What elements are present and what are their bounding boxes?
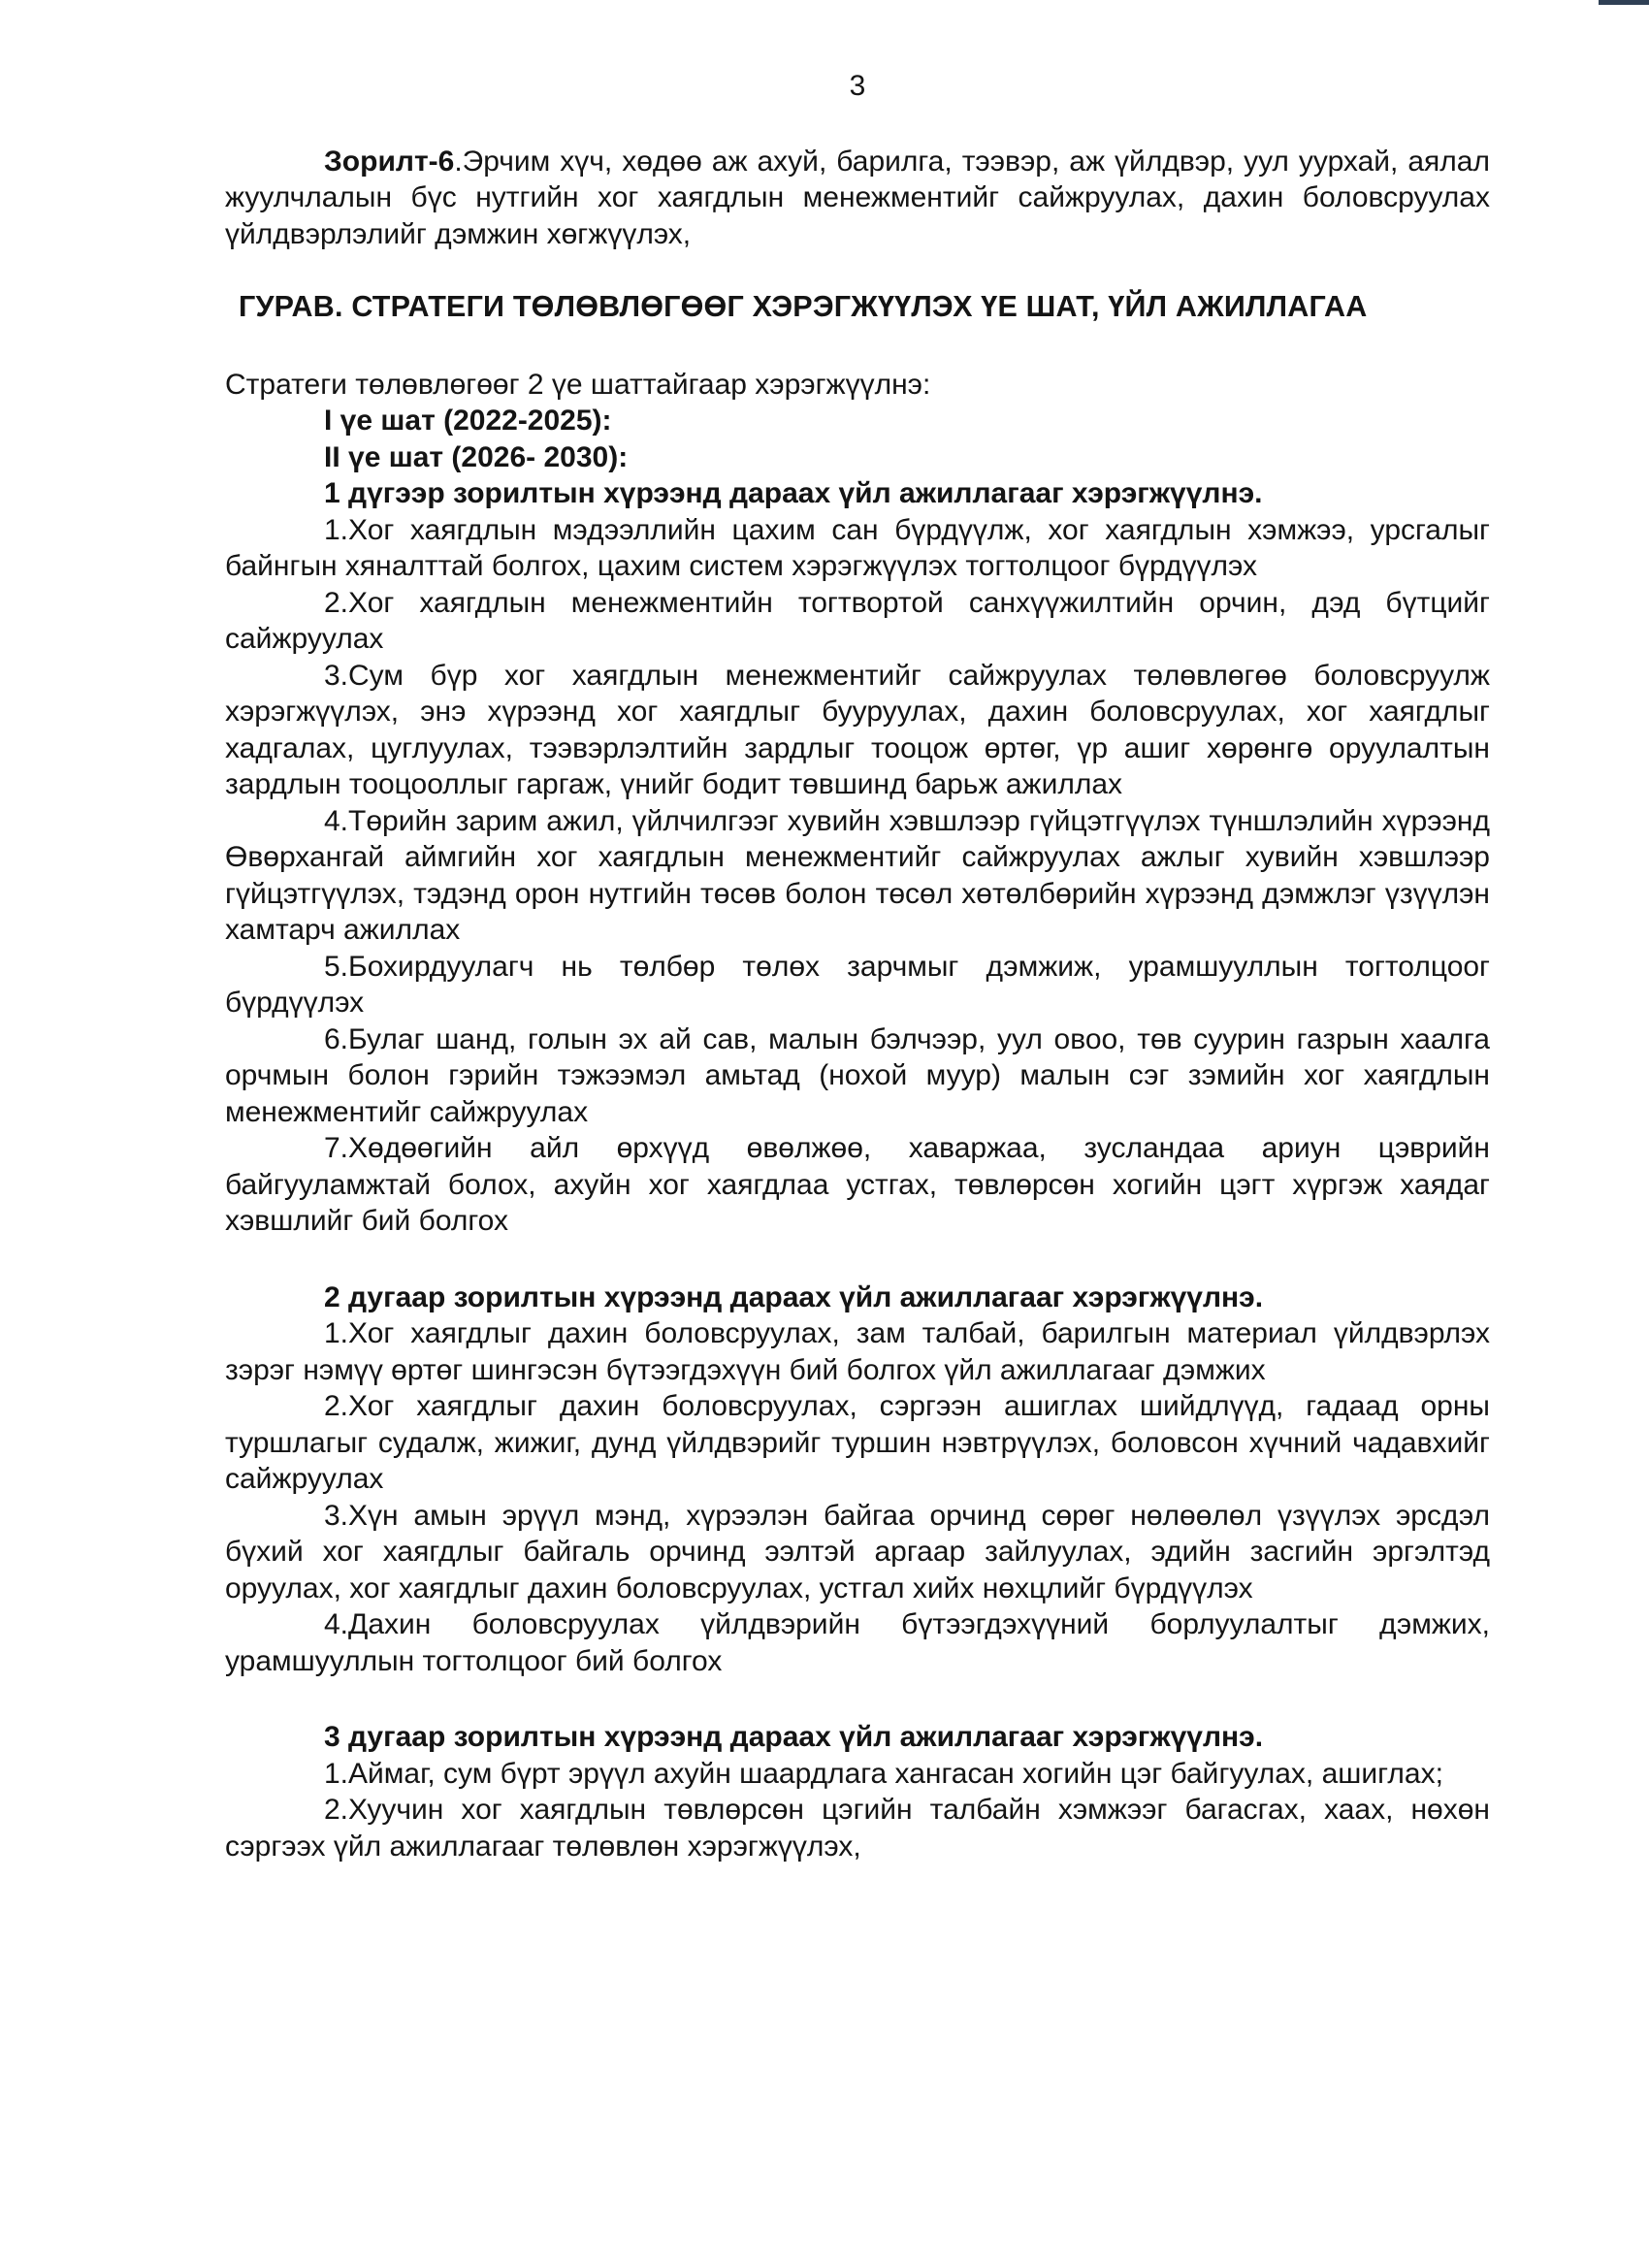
- spacer: [225, 1679, 1490, 1719]
- goal2-item: 3.Хүн амын эрүүл мэнд, хүрээлэн байгаа орчинд сөрөг нөлөөлөл үзүүлэх эрсдэл бүхий хог хаягдлыг байгаль орчинд ээлтэй аргаар зайлуулах, эдийн засгийн эргэлтэд оруулах, хог хаягдлыг дахин боловсруулах, устгал хийх нөхцлийг бүрдүүлэх: [225, 1499, 1490, 1604]
- goal2-item: 4.Дахин боловсруулах үйлдвэрийн бүтээгдэхүүний борлуулалтыг дэмжих, урамшууллын тогтолцоог бий болгох: [225, 1608, 1490, 1677]
- goal3-title: 3 дугаар зорилтын хүрээнд дараах үйл ажиллагааг хэрэгжүүлнэ.: [324, 1721, 1264, 1753]
- goal6-paragraph: [225, 144, 1490, 253]
- scan-edge-mark: [1599, 0, 1649, 5]
- goal1-item: 5.Бохирдуулагч нь төлбөр төлөх зарчмыг дэмжиж, урамшууллын тогтолцоог бүрдүүлэх: [225, 950, 1490, 1019]
- goal1-item: 1.Хог хаягдлын мэдээллийн цахим сан бүрдүүлж, хог хаягдлын хэмжээ, урсгалыг байнгын хяналттай болгох, цахим систем хэрэгжүүлэх тогтолцоог бүрдүүлэх: [225, 513, 1490, 582]
- goal6-text: .Эрчим хүч, хөдөө аж ахуй, барилга, тээвэр, аж үйлдвэр, уул уурхай, аялал жуулчлалын бүс нутгийн хог хаягдлын менежментийг сайжруулах, дахин боловсруулах үйлдвэрлэлийг дэмжин хөгжүүлэх,: [225, 145, 1490, 250]
- goal2-title: 2 дугаар зорилтын хүрээнд дараах үйл ажиллагааг хэрэгжүүлнэ.: [324, 1280, 1264, 1313]
- goal3-item: 2.Хуучин хог хаягдлын төвлөрсөн цэгийн талбайн хэмжээг багасгах, хаах, нөхөн сэргээх үйл ажиллагааг төлөвлөн хэрэгжүүлэх,: [225, 1794, 1490, 1863]
- document-page: [225, 68, 1490, 1864]
- spacer: [225, 1240, 1490, 1280]
- intro-text: Стратеги төлөвлөгөөг 2 үе шаттайгаар хэрэгжүүлнэ:: [225, 368, 931, 401]
- goal2-item: 1.Хог хаягдлыг дахин боловсруулах, зам талбай, барилгын материал үйлдвэрлэх зэрэг нэмүү өртөг шингэсэн бүтээгдэхүүн бий болгох үйл ажиллагааг дэмжих: [225, 1317, 1490, 1386]
- goal6-label: Зорилт-6: [324, 145, 455, 178]
- goal1-item: 6.Булаг шанд, голын эх ай сав, малын бэлчээр, уул овоо, төв суурин газрын хаалга орчмын болон гэрийн тэжээмэл амьтад (нохой муур) малын сэг зэмийн хог хаягдлын менежментийг сайжруулах: [225, 1022, 1490, 1128]
- stage-1: I үе шат (2022-2025):: [324, 405, 612, 437]
- goal1-item: 4.Төрийн зарим ажил, үйлчилгээг хувийн хэвшлээр гүйцэтгүүлэх түншлэлийн хүрээнд Өвөрхангай аймгийн хог хаягдлын менежментийг сайжруулах ажлыг хувийн хэвшлээр гүйцэтгүүлэх, тэдэнд орон нутгийн төсөв болон төсөл хөтөлбөрийн хүрээнд дэмжлэг үзүүлэн хамтарч ажиллах: [225, 804, 1490, 946]
- goal1-item: 7.Хөдөөгийн айл өрхүүд өвөлжөө, хаваржаа, зусландаа ариун цэврийн байгууламжтай болох, ахуйн хог хаягдлаа устгах, төвлөрсөн хогийн цэгт хүргэж хаядаг хэвшлийг бий болгох: [225, 1132, 1490, 1237]
- goal1-item: 2.Хог хаягдлын менежментийн тогтвортой санхүүжилтийн орчин, дэд бүтцийг сайжруулах: [225, 586, 1490, 655]
- page-number: 3: [849, 70, 866, 102]
- section-heading: ГУРАВ. СТРАТЕГИ ТӨЛӨВЛӨГӨӨГ ХЭРЭГЖҮҮЛЭХ ҮЕ ШАТ, ҮЙЛ АЖИЛЛАГАА: [239, 290, 1368, 323]
- goal1-title: 1 дүгээр зорилтын хүрээнд дараах үйл ажиллагааг хэрэгжүүлнэ.: [324, 477, 1263, 509]
- goal1-item: 3.Сум бүр хог хаягдлын менежментийг сайжруулах төлөвлөгөө боловсруулж хэрэгжүүлэх, энэ хүрээнд хог хаягдлыг бууруулах, дахин боловсруулах, хог хаягдлыг хадгалах, цуглуулах, тээвэрлэлтийн зардлыг тооцож өртөг, үр ашиг хөрөнгө оруулалтын зардлын тооцооллыг гаргаж, үнийг бодит төвшинд барьж ажиллах: [225, 659, 1490, 800]
- stage-2: II үе шат (2026- 2030):: [324, 440, 629, 473]
- goal3-item: 1.Аймаг, сум бүрт эрүүл ахуйн шаардлага хангасан хогийн цэг байгуулах, ашиглах;: [324, 1757, 1443, 1790]
- goal2-item: 2.Хог хаягдлыг дахин боловсруулах, сэргээн ашиглах шийдлүүд, гадаад орны туршлагыг судалж, жижиг, дунд үйлдвэрийг туршин нэвтрүүлэх, боловсон хүчний чадавхийг сайжруулах: [225, 1390, 1490, 1495]
